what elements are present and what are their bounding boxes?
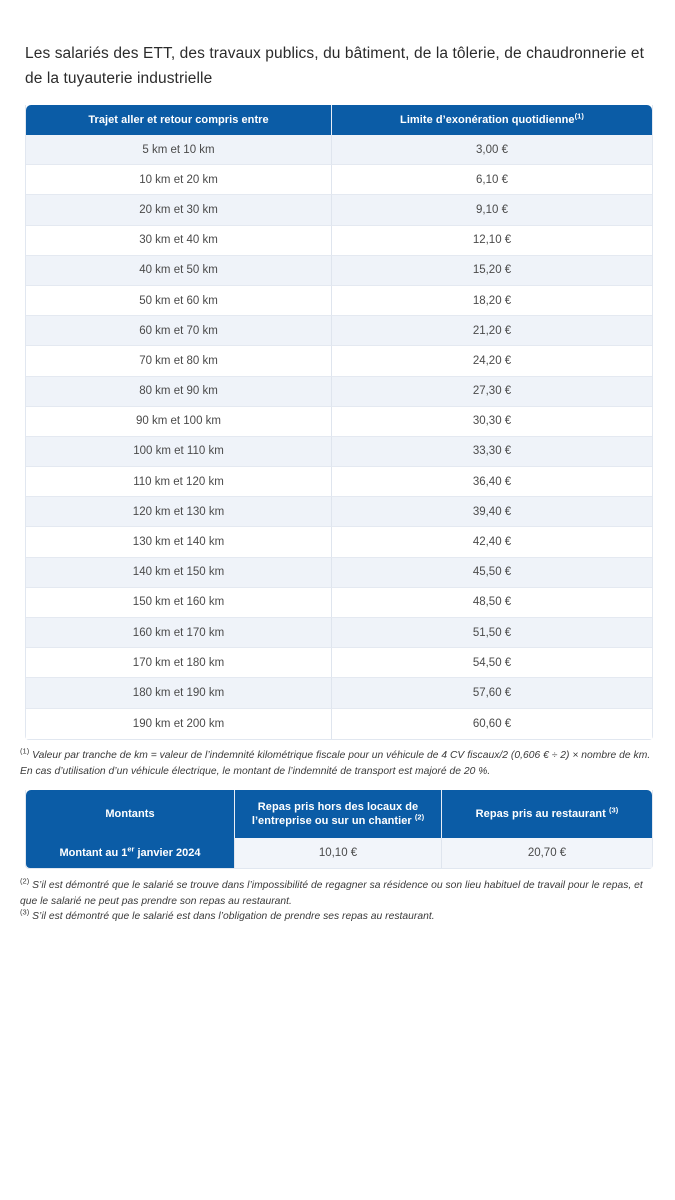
table-row — [26, 588, 652, 618]
cell-daily-exemption-amount: 12,10 € — [332, 226, 652, 256]
repas-hors-locaux-line2: l’entreprise ou sur un chantier — [251, 815, 412, 827]
cell-daily-exemption-amount: 39,40 € — [332, 497, 652, 527]
montant-label-suffix: janvier 2024 — [134, 847, 201, 859]
cell-daily-exemption-amount: 21,20 € — [332, 316, 652, 346]
footnote-1 — [20, 748, 660, 779]
cell-distance-range: 170 km et 180 km — [26, 648, 332, 678]
table-row — [26, 256, 652, 286]
meal-table-body — [26, 838, 652, 868]
table-row — [26, 648, 652, 678]
table-row — [26, 165, 652, 195]
ordinal-suffix: er — [127, 844, 135, 854]
cell-distance-range: 30 km et 40 km — [26, 226, 332, 256]
table-row — [26, 838, 652, 868]
cell-daily-exemption-amount: 42,40 € — [332, 527, 652, 557]
table-row — [26, 346, 652, 376]
cell-daily-exemption-amount: 18,20 € — [332, 286, 652, 316]
table-row — [26, 377, 652, 407]
cell-daily-exemption-amount: 57,60 € — [332, 678, 652, 708]
table-row — [26, 316, 652, 346]
cell-distance-range: 150 km et 160 km — [26, 588, 332, 618]
cell-daily-exemption-amount: 24,20 € — [332, 346, 652, 376]
cell-distance-range: 140 km et 150 km — [26, 558, 332, 588]
table-row — [26, 558, 652, 588]
table-row — [26, 497, 652, 527]
cell-daily-exemption-amount: 9,10 € — [332, 195, 652, 225]
cell-distance-range: 50 km et 60 km — [26, 286, 332, 316]
cell-daily-exemption-amount: 60,60 € — [332, 709, 652, 739]
table-row — [26, 618, 652, 648]
cell-distance-range: 20 km et 30 km — [26, 195, 332, 225]
cell-distance-range: 100 km et 110 km — [26, 437, 332, 467]
footnote-2-text: S’il est démontré que le salarié se trouve dans l’impossibilité de regagner sa résidence ou son lieu habituel de travail pour le repas, et que le salarié ne peut pas prendre son repas au restaurant. — [20, 880, 643, 907]
cell-daily-exemption-amount: 54,50 € — [332, 648, 652, 678]
cell-daily-exemption-amount: 6,10 € — [332, 165, 652, 195]
footnote-1-text: Valeur par tranche de km = valeur de l’indemnité kilométrique fiscale pour un véhicule de 4 CV fiscaux/2 (0,606 € ÷ 2) × nombre de km. En cas d’utilisation d’un véhicule électrique, le montant de l’indemnité de transport est majoré de 20 %. — [20, 750, 651, 777]
cell-distance-range: 60 km et 70 km — [26, 316, 332, 346]
repas-restaurant-label: Repas pris au restaurant — [475, 808, 606, 820]
cell-daily-exemption-amount: 51,50 € — [332, 618, 652, 648]
cell-daily-exemption-amount: 36,40 € — [332, 467, 652, 497]
footnote-marker-3: (3) — [608, 805, 619, 815]
table-row — [26, 195, 652, 225]
footnote-marker-2: (2) — [414, 812, 425, 822]
table-row — [26, 286, 652, 316]
meal-table-header-row — [26, 790, 652, 838]
kilometre-allowance-table — [25, 105, 653, 740]
table-row — [26, 226, 652, 256]
table-row — [26, 467, 652, 497]
footnote-3-marker: (3) — [20, 907, 30, 917]
cell-distance-range: 40 km et 50 km — [26, 256, 332, 286]
cell-daily-exemption-amount: 45,50 € — [332, 558, 652, 588]
meal-allowance-table — [25, 790, 653, 869]
column-header-trajet: Trajet aller et retour compris entre — [26, 105, 332, 135]
cell-daily-exemption-amount: 33,30 € — [332, 437, 652, 467]
repas-hors-locaux-line1: Repas pris hors des locaux de — [257, 801, 419, 813]
table-row — [26, 709, 652, 739]
column-header-limite — [332, 105, 652, 135]
row-header-montant-janvier-2024 — [26, 838, 235, 868]
cell-daily-exemption-amount: 27,30 € — [332, 377, 652, 407]
montant-label-prefix: Montant au 1 — [59, 847, 128, 859]
cell-distance-range: 70 km et 80 km — [26, 346, 332, 376]
table-row — [26, 135, 652, 165]
column-header-limite-label: Limite d’exonération quotidienne — [400, 114, 575, 126]
kilometre-table-body — [26, 135, 652, 739]
cell-distance-range: 190 km et 200 km — [26, 709, 332, 739]
cell-daily-exemption-amount: 30,30 € — [332, 407, 652, 437]
cell-distance-range: 80 km et 90 km — [26, 377, 332, 407]
table-row — [26, 678, 652, 708]
cell-distance-range: 180 km et 190 km — [26, 678, 332, 708]
value-repas-hors-locaux: 10,10 € — [235, 838, 442, 868]
cell-distance-range: 90 km et 100 km — [26, 407, 332, 437]
cell-daily-exemption-amount: 3,00 € — [332, 135, 652, 165]
footnote-marker-1: (1) — [574, 111, 584, 121]
footnote-2-marker: (2) — [20, 876, 30, 886]
table-header-row — [26, 105, 652, 135]
table-row — [26, 527, 652, 557]
cell-distance-range: 110 km et 120 km — [26, 467, 332, 497]
footnote-2 — [20, 878, 660, 909]
cell-distance-range: 5 km et 10 km — [26, 135, 332, 165]
value-repas-restaurant: 20,70 € — [442, 838, 652, 868]
page-title: Les salariés des ETT, des travaux publics, du bâtiment, de la tôlerie, de chaudronnerie et de la tuyauterie industrielle — [25, 45, 645, 88]
cell-distance-range: 10 km et 20 km — [26, 165, 332, 195]
footnote-1-marker: (1) — [20, 746, 30, 756]
cell-daily-exemption-amount: 15,20 € — [332, 256, 652, 286]
cell-distance-range: 160 km et 170 km — [26, 618, 332, 648]
footnote-3 — [20, 909, 660, 925]
table-row — [26, 407, 652, 437]
table-row — [26, 437, 652, 467]
column-header-montants: Montants — [26, 790, 235, 838]
cell-distance-range: 130 km et 140 km — [26, 527, 332, 557]
column-header-repas-hors-locaux — [235, 790, 442, 838]
cell-daily-exemption-amount: 48,50 € — [332, 588, 652, 618]
footnote-3-text: S’il est démontré que le salarié est dans l’obligation de prendre ses repas au restaurant. — [32, 911, 435, 923]
column-header-repas-restaurant — [442, 790, 652, 838]
cell-distance-range: 120 km et 130 km — [26, 497, 332, 527]
